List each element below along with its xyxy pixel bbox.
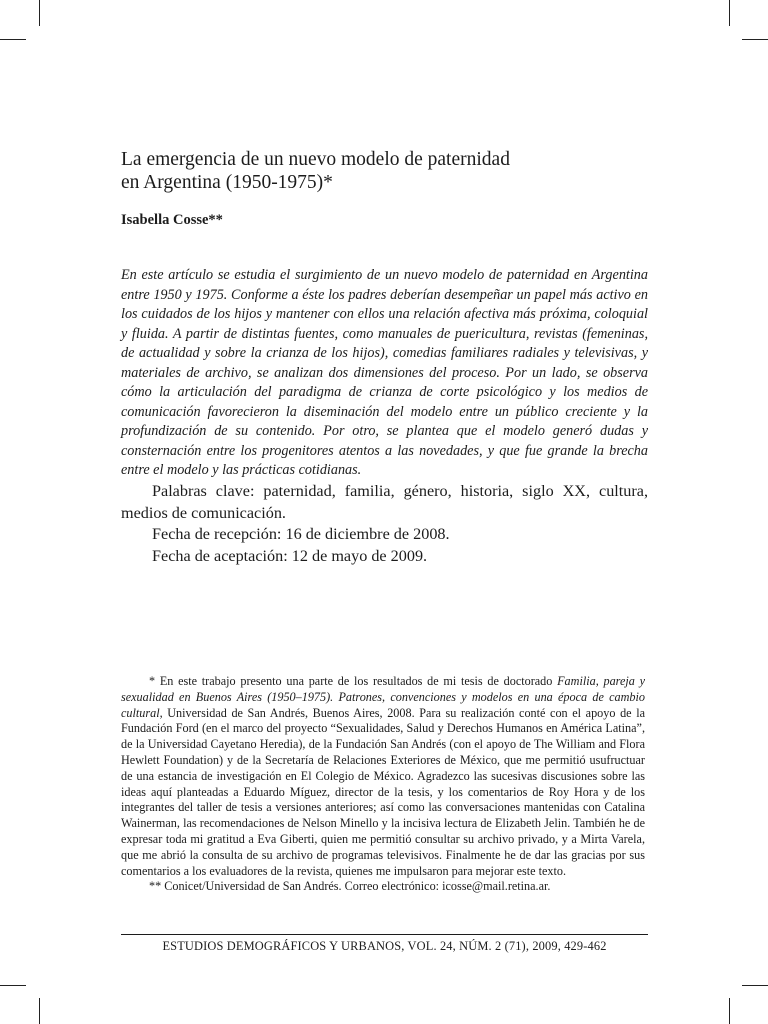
title-line-2: en Argentina (1950-1975)* xyxy=(121,172,333,193)
footnote-1-rest: Universidad de San Andrés, Buenos Aires, 2008. Para su realización conté con el apoyo de la Fundación Ford (en el marco del proyecto “Sexualidades, Salud y Derechos Humanos en América Latina”, de la Universidad Cayetano Heredia), de la Fundación San Andrés (con el apoyo de The William and Flora Hewlett Foundation) y de la Secretaría de Relaciones Exteriores de México, que me permitió usufructuar de una estancia de investigación en El Colegio de México. Agradezco las sucesivas discusiones sobre las ideas aquí planteadas a Eduardo Míguez, director de la tesis, y los comentarios de Roy Hora y de los integrantes del taller de tesis a versiones anteriores; así como las conversaciones mantenidas con Catalina Wainerman, las recomendaciones de Nelson Minello y la incisiva lectura de Elizabeth Jelin. También he de expresar toda mi gratitud a Eva Giberti, quien me permitió consultar su archivo privado, y a Mirta Varela, que me abrió la consulta de su archivo de programas televisivos. Finalmente he de dar las gracias por sus comentarios a los evaluadores de la revista, quienes me impulsaron para mejorar este texto. xyxy=(121,705,645,878)
crop-mark xyxy=(0,39,26,40)
abstract: En este artículo se estudia el surgimiento de un nuevo modelo de paternidad en Argentina entre 1950 y 1975. Conforme a éste los padres deberían desempeñar un papel más activo en los cuidados de los hijos y mantener con ellos una relación afectiva más próxima, coloquial y fluida. A partir de distintas fuentes, como manuales de puericultura, revistas (femeninas, de actualidad y sobre la crianza de los hijos), comedias familiares radiales y televisivas, y materiales de archivo, se analizan dos dimensiones del proceso. Por un lado, se observa cómo la articulación del paradigma de crianza de corte psicológico y los medios de comunicación favorecieron la diseminación del modelo entre un público creciente y la profundización de su contenido. Por otro, se plantea que el modelo generó dudas y consternación entre los progenitores atentos a las novedades, y que fue grande la brecha entre el modelo y las prácticas cotidianas. xyxy=(121,267,648,478)
journal-footer: ESTUDIOS DEMOGRÁFICOS Y URBANOS, VOL. 24, NÚM. 2 (71), 2009, 429-462 xyxy=(162,939,607,953)
footnote-1-start: * En este trabajo presento una parte de los resultados de mi tesis de doctorado xyxy=(149,674,558,688)
keywords: Palabras clave: paternidad, familia, género, historia, siglo XX, cultura, medios de comunicación. xyxy=(121,482,648,522)
crop-mark xyxy=(39,0,40,26)
article-metadata xyxy=(121,481,648,567)
crop-mark xyxy=(0,985,26,986)
footer-rule xyxy=(121,934,648,935)
thesis-title: Familia, pareja y sexualidad en Buenos Aires (1950–1975). Patrones, convenciones y modelos en una época de cambio cultural, xyxy=(121,674,645,720)
article-title xyxy=(121,148,661,194)
received-date: Fecha de recepción: 16 de diciembre de 2008. xyxy=(152,525,450,543)
crop-mark xyxy=(742,39,768,40)
footnotes xyxy=(121,674,645,895)
footnote-1 xyxy=(121,674,645,879)
title-line-1: La emergencia de un nuevo modelo de paternidad xyxy=(121,149,510,170)
crop-mark xyxy=(729,0,730,26)
accepted-date: Fecha de aceptación: 12 de mayo de 2009. xyxy=(152,546,428,565)
footnote-2: ** Conicet/Universidad de San Andrés. Correo electrónico: icosse@mail.retina.ar. xyxy=(149,879,551,894)
crop-mark xyxy=(39,998,40,1024)
crop-mark xyxy=(729,998,730,1024)
author-name: Isabella Cosse** xyxy=(121,212,223,228)
crop-mark xyxy=(742,985,768,986)
